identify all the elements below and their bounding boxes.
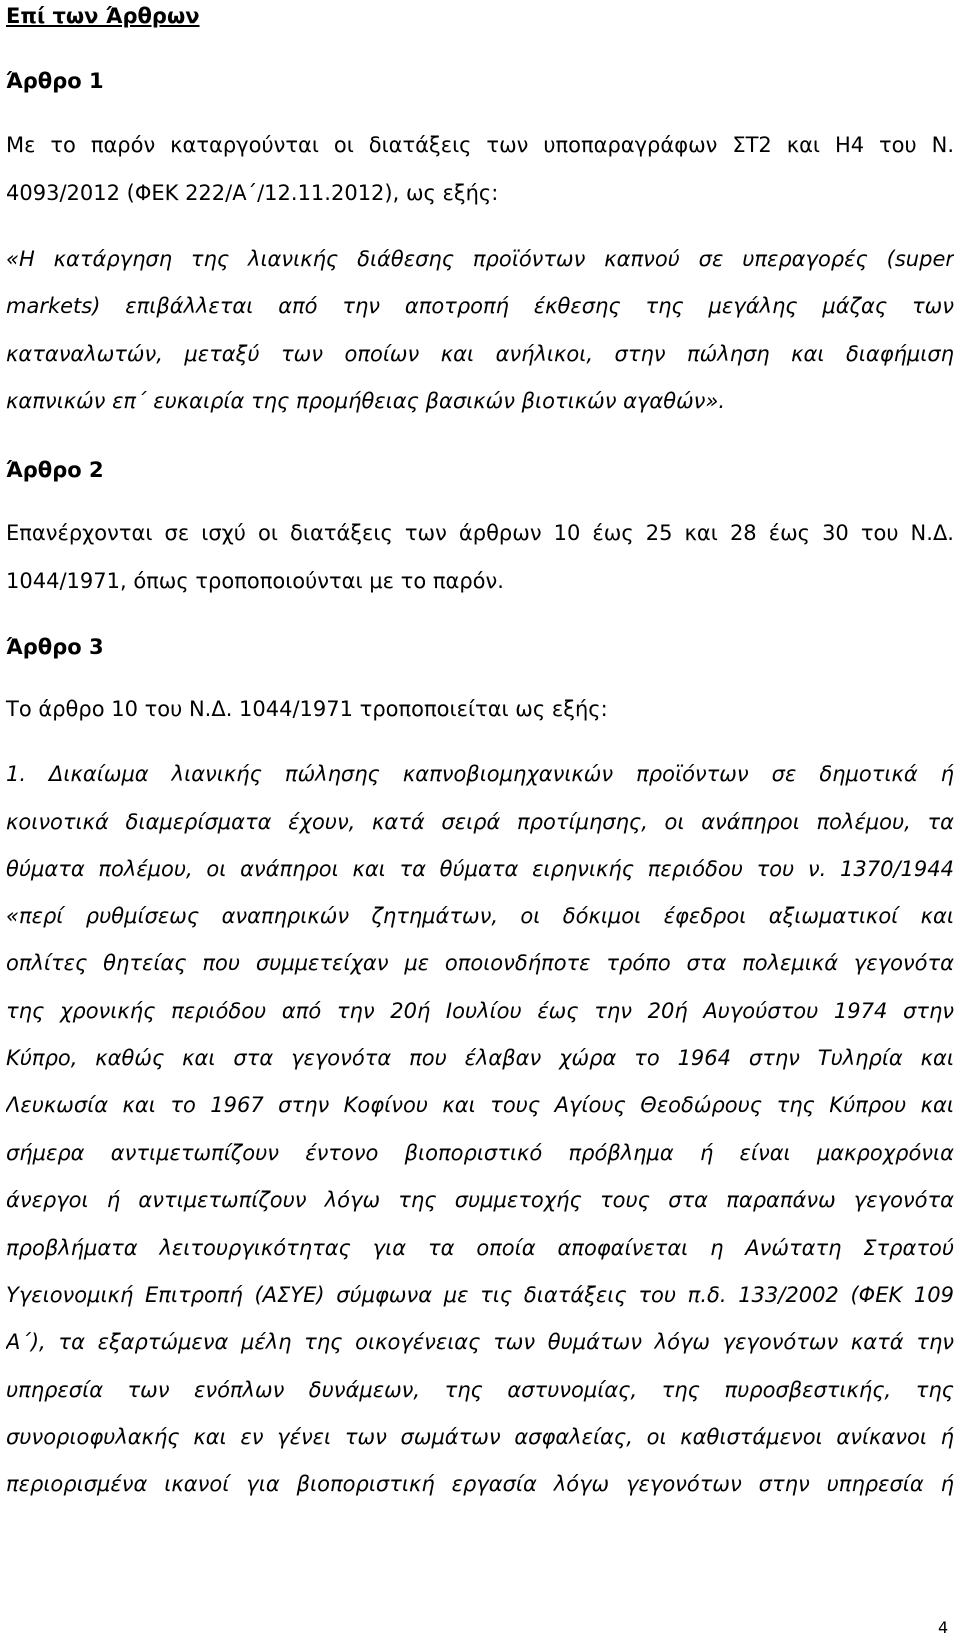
article-3-paragraph-line: σήμερα αντιμετωπίζουν έντονο βιοποριστικό πρόβλημα ή είναι μακροχρόνια — [6, 1143, 954, 1165]
article-3-paragraph-line: υπηρεσία των ενόπλων δυνάμεων, της αστυνομίας, της πυροσβεστικής, της — [6, 1380, 954, 1402]
article-1-quote-line: markets) επιβάλλεται από την αποτροπή έκθεσης της μεγάλης μάζας των — [6, 296, 954, 318]
article-3-paragraph-line: συνοριοφυλακής και εν γένει των σωμάτων ασφαλείας, οι καθιστάμενοι ανίκανοι ή — [6, 1427, 954, 1449]
article-1-heading: Άρθρο 1 — [6, 69, 104, 93]
article-3-paragraph-line: θύματα πολέμου, οι ανάπηροι και τα θύματα ειρηνικής περιόδου του ν. 1370/1944 — [6, 859, 954, 881]
article-3-paragraph-line: κοινοτικά διαμερίσματα έχουν, κατά σειρά προτίμησης, οι ανάπηροι πολέμου, τα — [6, 812, 954, 834]
article-2-line: Επανέρχονται σε ισχύ οι διατάξεις των άρθρων 10 έως 25 και 28 έως 30 του Ν.Δ. — [6, 523, 954, 545]
article-1-intro-line: Με το παρόν καταργούνται οι διατάξεις των υποπαραγράφων ΣΤ2 και Η4 του Ν. — [6, 135, 954, 157]
article-3-paragraph-line: Υγειονομική Επιτροπή (ΑΣΥΕ) σύμφωνα με τις διατάξεις του π.δ. 133/2002 (ΦΕΚ 109 — [6, 1285, 954, 1307]
article-3-heading: Άρθρο 3 — [6, 635, 104, 659]
article-3-paragraph-line: Κύπρο, καθώς και στα γεγονότα που έλαβαν χώρα το 1964 στην Τυληρία και — [6, 1048, 954, 1070]
article-3-intro: Το άρθρο 10 του Ν.Δ. 1044/1971 τροποποιείται ως εξής: — [6, 697, 608, 721]
article-1-quote-line: καπνικών επ΄ ευκαιρία της προμήθειας βασικών βιοτικών αγαθών». — [6, 389, 726, 413]
article-2-line: 1044/1971, όπως τροποποιούνται με το παρόν. — [6, 569, 504, 593]
article-2-heading: Άρθρο 2 — [6, 458, 104, 482]
article-3-paragraph-line: «περί ρυθμίσεως αναπηρικών ζητημάτων, οι δόκιμοι έφεδροι αξιωματικοί και — [6, 906, 954, 928]
article-3-paragraph-line: προβλήματα λειτουργικότητας για τα οποία αποφαίνεται η Ανώτατη Στρατού — [6, 1238, 954, 1260]
article-3-paragraph-line: της χρονικής περιόδου από την 20ή Ιουλίου έως την 20ή Αυγούστου 1974 στην — [6, 1001, 954, 1023]
article-3-paragraph-line: Λευκωσία και το 1967 στην Κοφίνου και τους Αγίους Θεοδώρους της Κύπρου και — [6, 1095, 954, 1117]
article-3-paragraph-line: οπλίτες θητείας που συμμετείχαν με οποιονδήποτε τρόπο στα πολεμικά γεγονότα — [6, 953, 954, 975]
section-title: Επί των Άρθρων — [6, 4, 200, 28]
article-3-paragraph-line: 1. Δικαίωμα λιανικής πώλησης καπνοβιομηχανικών προϊόντων σε δημοτικά ή — [6, 764, 954, 786]
article-3-paragraph-line: Α΄), τα εξαρτώμενα μέλη της οικογένειας των θυμάτων λόγω γεγονότων κατά την — [6, 1332, 954, 1354]
article-1-quote-line: καταναλωτών, μεταξύ των οποίων και ανήλικοι, στην πώληση και διαφήμιση — [6, 344, 954, 366]
article-1-intro-line: 4093/2012 (ΦΕΚ 222/Α΄/12.11.2012), ως εξής: — [6, 181, 499, 205]
page-number: 4 — [938, 1618, 949, 1637]
article-3-paragraph-line: άνεργοι ή αντιμετωπίζουν λόγω της συμμετοχής τους στα παραπάνω γεγονότα — [6, 1190, 954, 1212]
article-3-paragraph-line: περιορισμένα ικανοί για βιοποριστική εργασία λόγω γεγονότων στην υπηρεσία ή — [6, 1474, 954, 1496]
article-1-quote-line: «Η κατάργηση της λιανικής διάθεσης προϊόντων καπνού σε υπεραγορές (super — [6, 249, 954, 271]
